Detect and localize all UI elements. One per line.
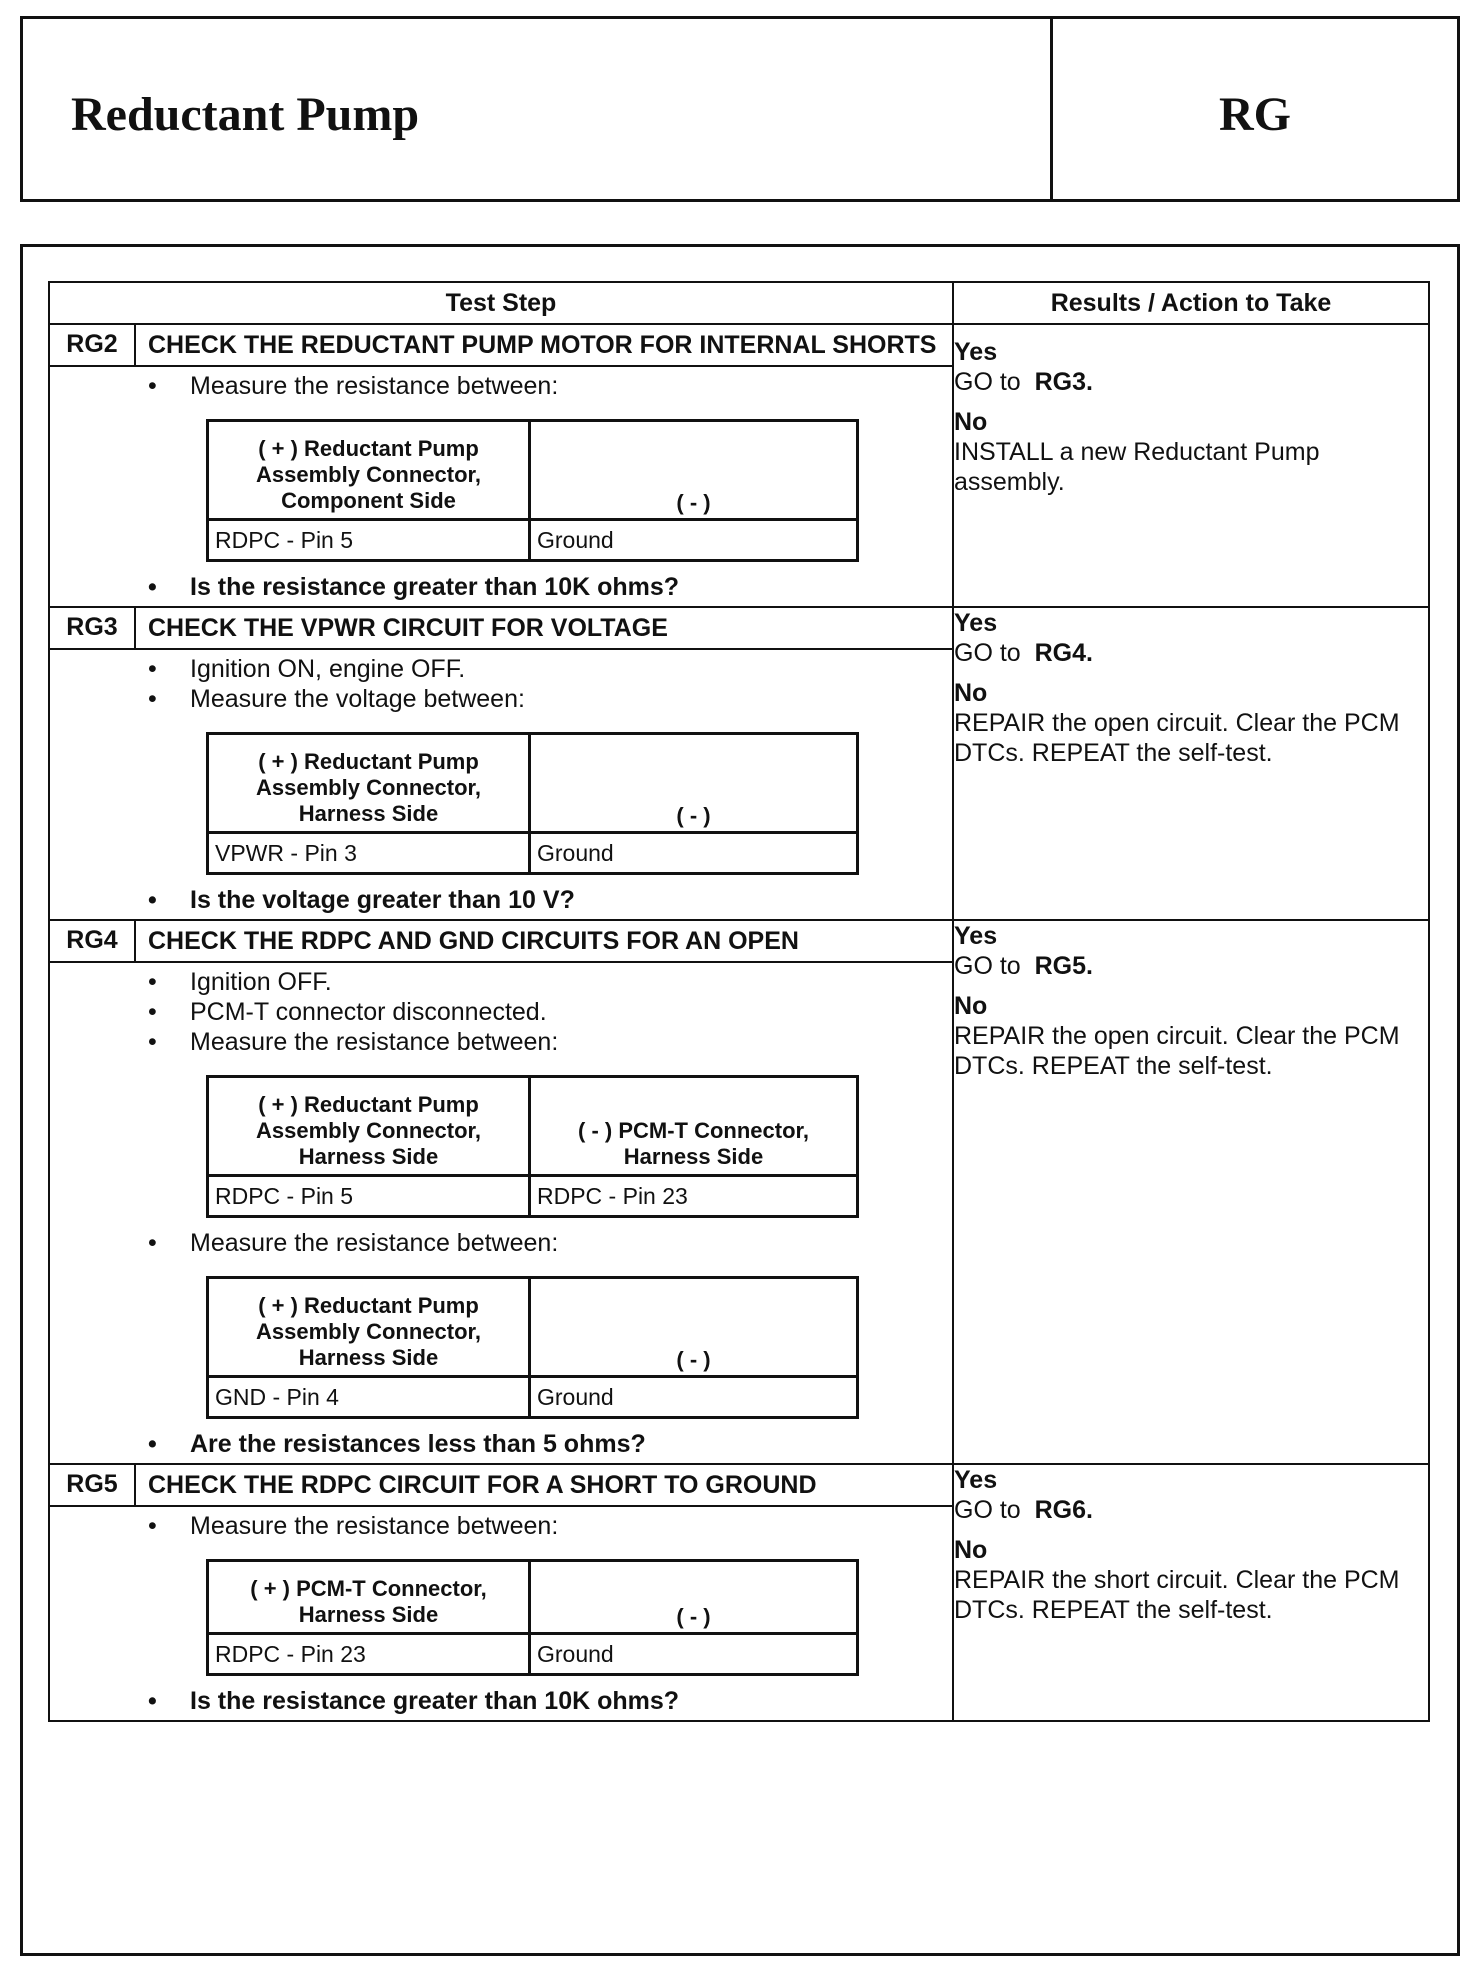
table-header-row [49,282,1429,324]
step-header [50,1465,952,1507]
measurement-table [206,1276,859,1419]
positive-probe-header: ( + ) Reductant Pump Assembly Connector, Harness Side [208,1278,530,1377]
measurement-table [206,419,859,562]
question: • Is the resistance greater than 10K ohms? [148,573,680,601]
step-header [50,325,952,367]
step-header [50,921,952,963]
question: • Is the resistance greater than 10K ohms? [148,1687,680,1715]
yes-result: Yes GO to RG6. [954,1466,1093,1524]
step-title: CHECK THE VPWR CIRCUIT FOR VOLTAGE [148,614,668,642]
step-body [50,367,952,606]
measurement-table [206,732,859,875]
step-title: CHECK THE RDPC AND GND CIRCUITS FOR AN OPEN [148,927,799,955]
step-row-rg3 [49,607,1429,920]
positive-probe-value: RDPC - Pin 5 [208,1176,530,1217]
no-result: No INSTALL a new Reductant Pump assembly. [954,408,1320,496]
instruction: • Measure the resistance between: [148,1512,559,1540]
yes-result: Yes GO to RG3. [954,338,1093,396]
step-title: CHECK THE REDUCTANT PUMP MOTOR FOR INTERNAL SHORTS [148,331,937,359]
positive-probe-header: ( + ) Reductant Pump Assembly Connector, Component Side [208,421,530,520]
negative-probe-header: ( - ) [530,421,858,520]
yes-result: Yes GO to RG4. [954,609,1093,667]
step-row-rg5 [49,1464,1429,1721]
result-cell [953,920,1429,1464]
step-cell [49,607,953,920]
yes-result: Yes GO to RG5. [954,922,1093,980]
negative-probe-header: ( - ) [530,1278,858,1377]
negative-probe-value: Ground [530,520,858,561]
measurement-table [206,1075,859,1218]
step-body [50,650,952,919]
no-result: No REPAIR the open circuit. Clear the PCM DTCs. REPEAT the self-test. [954,679,1400,767]
instruction: • Ignition OFF. [148,968,332,996]
result-cell [953,1464,1429,1721]
step-cell [49,324,953,607]
instruction: • PCM-T connector disconnected. [148,998,547,1026]
step-row-rg4 [49,920,1429,1464]
column-header-test-step: Test Step [49,282,953,324]
step-row-rg2 [49,324,1429,607]
result-cell [953,607,1429,920]
negative-probe-value: RDPC - Pin 23 [530,1176,858,1217]
step-id: RG4 [50,921,136,961]
step-id: RG3 [50,608,136,648]
step-header [50,608,952,650]
instruction: • Measure the resistance between: [148,372,559,400]
instruction: • Measure the resistance between: [148,1229,559,1257]
positive-probe-value: GND - Pin 4 [208,1377,530,1418]
negative-probe-header: ( - ) PCM-T Connector, Harness Side [530,1077,858,1176]
negative-probe-header: ( - ) [530,734,858,833]
question: • Are the resistances less than 5 ohms? [148,1430,646,1458]
measurement-table [206,1559,859,1676]
section-code: RG [1219,88,1291,141]
positive-probe-header: ( + ) PCM-T Connector, Harness Side [208,1561,530,1634]
page-title: Reductant Pump [71,88,420,141]
page-header [20,16,1460,202]
negative-probe-value: Ground [530,1377,858,1418]
step-cell [49,920,953,1464]
no-result: No REPAIR the open circuit. Clear the PCM DTCs. REPEAT the self-test. [954,992,1400,1080]
step-cell [49,1464,953,1721]
instruction: • Measure the resistance between: [148,1028,559,1056]
positive-probe-value: VPWR - Pin 3 [208,833,530,874]
result-cell [953,324,1429,607]
step-id: RG2 [50,325,136,365]
positive-probe-value: RDPC - Pin 23 [208,1634,530,1675]
instruction: • Ignition ON, engine OFF. [148,655,466,683]
test-step-table [48,281,1430,1722]
positive-probe-header: ( + ) Reductant Pump Assembly Connector, Harness Side [208,1077,530,1176]
negative-probe-value: Ground [530,833,858,874]
negative-probe-value: Ground [530,1634,858,1675]
positive-probe-value: RDPC - Pin 5 [208,520,530,561]
step-body [50,963,952,1463]
positive-probe-header: ( + ) Reductant Pump Assembly Connector, Harness Side [208,734,530,833]
step-id: RG5 [50,1465,136,1505]
step-title: CHECK THE RDPC CIRCUIT FOR A SHORT TO GROUND [148,1471,817,1499]
negative-probe-header: ( - ) [530,1561,858,1634]
question: • Is the voltage greater than 10 V? [148,886,575,914]
column-header-results: Results / Action to Take [953,282,1429,324]
instruction: • Measure the voltage between: [148,685,525,713]
no-result: No REPAIR the short circuit. Clear the PCM DTCs. REPEAT the self-test. [954,1536,1400,1624]
step-body [50,1507,952,1720]
